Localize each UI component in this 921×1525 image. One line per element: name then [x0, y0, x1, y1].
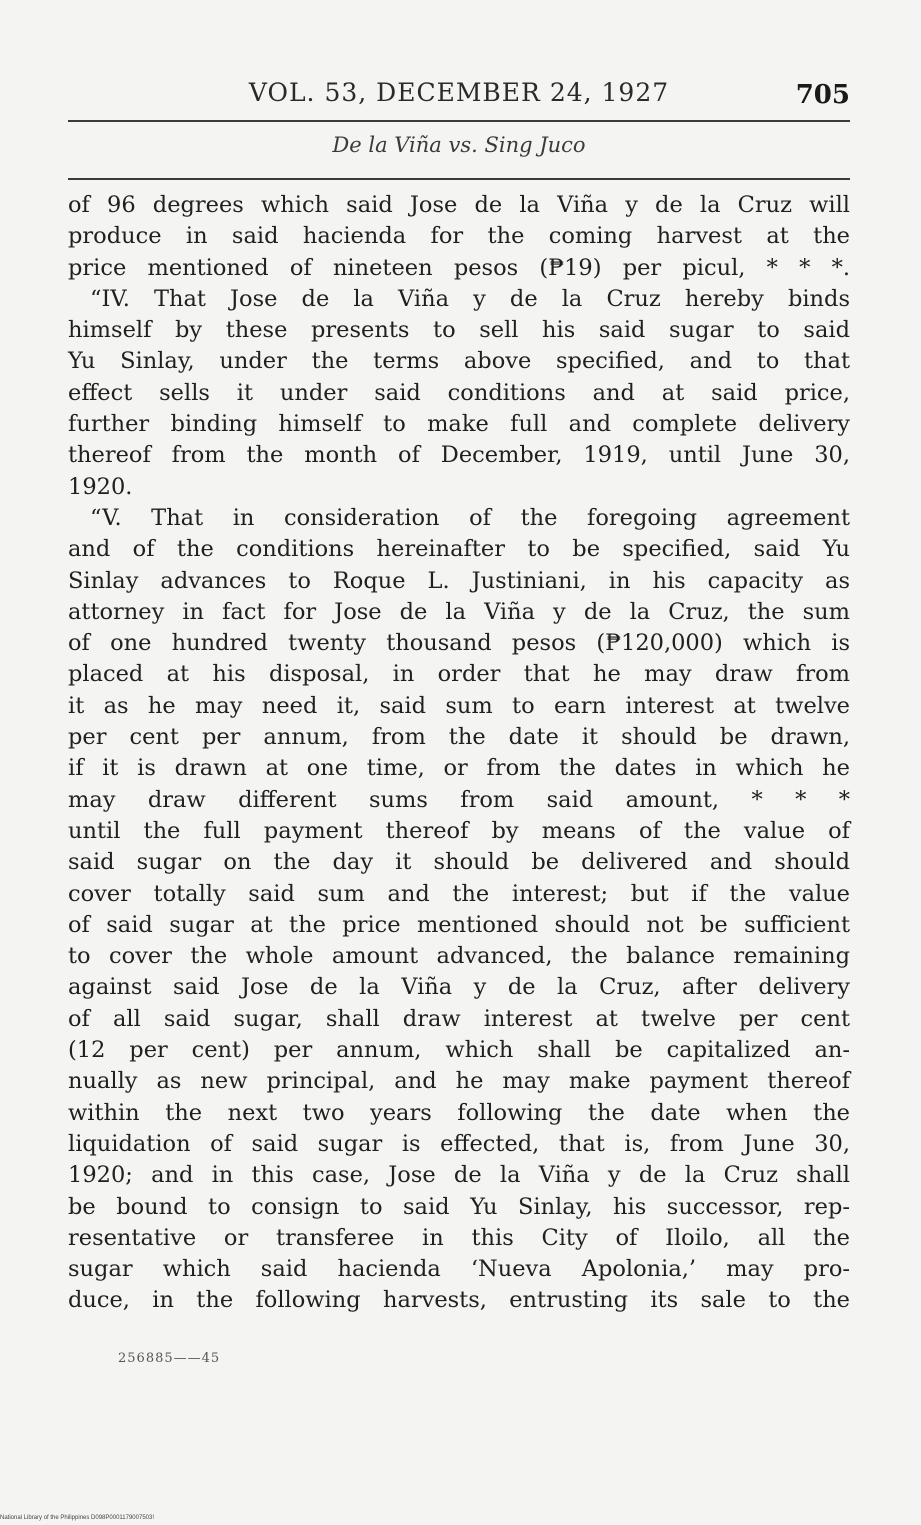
body-text	[68, 190, 850, 1317]
text-line: “V. That in consideration of the foregoing agreement	[90, 504, 850, 531]
text-line: Sinlay advances to Roque L. Justiniani, in his capacity as	[68, 567, 850, 594]
signature-mark: 256885——45	[118, 1351, 221, 1366]
text-line: cover totally said sum and the interest; but if the value	[68, 880, 850, 907]
text-line: 1920.	[68, 473, 133, 500]
text-line: price mentioned of nineteen pesos (₱19) per picul, * * *.	[68, 254, 850, 281]
text-line: himself by these presents to sell his said sugar to said	[68, 317, 850, 344]
text-line: thereof from the month of December, 1919, until June 30,	[68, 442, 850, 469]
text-line: liquidation of said sugar is effected, that is, from June 30,	[68, 1130, 850, 1157]
page-number: 705	[795, 80, 850, 110]
text-line: per cent per annum, from the date it should be drawn,	[68, 724, 850, 751]
text-line: (12 per cent) per annum, which shall be capitalized an-	[68, 1037, 850, 1064]
text-line: said sugar on the day it should be delivered and should	[68, 849, 850, 876]
page-header	[68, 78, 850, 120]
text-line: of one hundred twenty thousand pesos (₱120,000) which is	[68, 630, 850, 657]
text-line: placed at his disposal, in order that he may draw from	[68, 661, 850, 688]
header-rule-bottom	[68, 178, 850, 180]
text-line: effect sells it under said conditions and at said price,	[68, 379, 850, 406]
text-line: and of the conditions hereinafter to be specified, said Yu	[68, 536, 850, 563]
text-line: “IV. That Jose de la Viña y de la Cruz hereby binds	[90, 285, 850, 312]
text-line: of 96 degrees which said Jose de la Viña y de la Cruz will	[68, 192, 850, 218]
text-line: to cover the whole amount advanced, the balance remaining	[68, 943, 850, 970]
text-line: duce, in the following harvests, entrusting its sale to the	[68, 1287, 850, 1314]
text-line: until the full payment thereof by means of the value of	[68, 817, 850, 844]
text-line: if it is drawn at one time, or from the dates in which he	[68, 755, 850, 782]
text-line: resentative or transferee in this City of Iloilo, all the	[68, 1224, 850, 1251]
text-line: nually as new principal, and he may make payment thereof	[68, 1068, 850, 1095]
text-line: 1920; and in this case, Jose de la Viña y de la Cruz shall	[68, 1162, 850, 1189]
text-line: sugar which said hacienda ‘Nueva Apolonia,’ may pro-	[68, 1256, 850, 1283]
text-line: of all said sugar, shall draw interest at twelve per cent	[68, 1005, 850, 1032]
text-line: Yu Sinlay, under the terms above specified, and to that	[68, 348, 850, 375]
text-line: further binding himself to make full and complete delivery	[68, 411, 850, 438]
running-title: De la Viña vs. Sing Juco	[332, 133, 586, 157]
text-line: of said sugar at the price mentioned should not be sufficient	[68, 911, 850, 938]
text-line: attorney in fact for Jose de la Viña y de la Cruz, the sum	[68, 598, 850, 625]
text-line: it as he may need it, said sum to earn interest at twelve	[68, 692, 850, 719]
library-credit: National Library of the Philippines D098P0001179007503!	[0, 1515, 154, 1521]
text-line: be bound to consign to said Yu Sinlay, his successor, rep-	[68, 1193, 850, 1220]
text-line: produce in said hacienda for the coming harvest at the	[68, 223, 850, 250]
text-line: may draw different sums from said amount, * * *	[68, 786, 850, 813]
text-line: against said Jose de la Viña y de la Cruz, after delivery	[68, 974, 850, 1001]
text-line: within the next two years following the date when the	[68, 1099, 850, 1126]
header-rule-top	[68, 120, 850, 122]
volume-line: VOL. 53, DECEMBER 24, 1927	[248, 78, 670, 107]
